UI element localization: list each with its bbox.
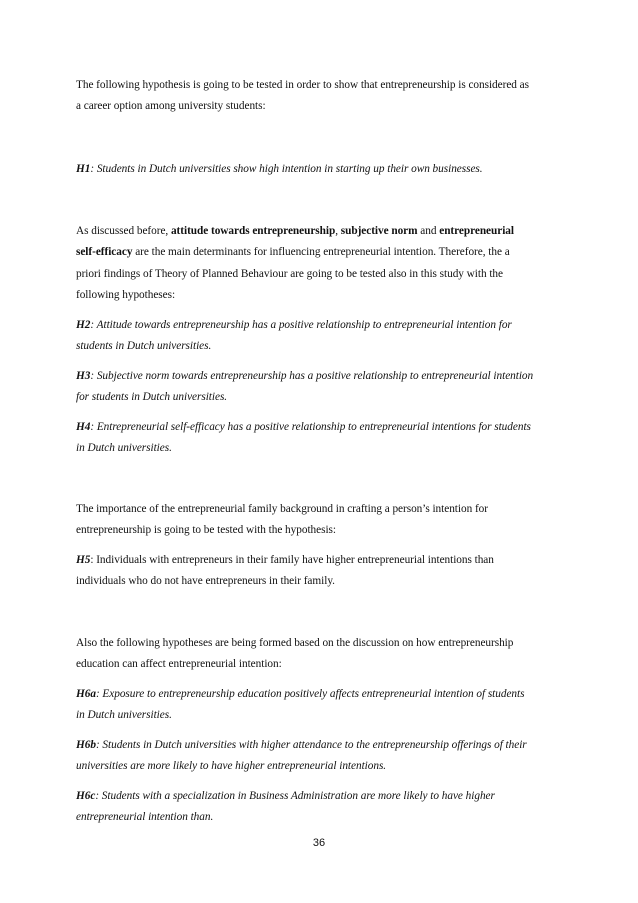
tpb-text: are the main determinants for influencing entrepreneurial intention. Therefore, the a: [132, 246, 510, 258]
term-entrepreneurial: entrepreneurial: [439, 225, 514, 237]
hypothesis-label: H3: [76, 370, 91, 382]
hypothesis-text: : Students in Dutch universities show high intention in starting up their own businesses.: [90, 163, 483, 175]
hypothesis-label: H6b: [76, 739, 96, 751]
hypothesis-h6b-line-2: universities are more likely to have higher entrepreneurial intentions.: [76, 760, 387, 772]
tpb-line-1: [76, 224, 514, 238]
tpb-line-4: following hypotheses:: [76, 289, 176, 301]
hypothesis-h5-line-1: [76, 553, 494, 567]
hypothesis-label: H1: [76, 163, 91, 175]
hypothesis-text: : Entrepreneurial self-efficacy has a positive relationship to entrepreneurial intentions for students: [90, 421, 531, 433]
term-attitude: attitude towards entrepreneurship: [170, 225, 336, 237]
intro-line-2: a career option among university students:: [76, 100, 266, 112]
hypothesis-label: H2: [76, 319, 91, 331]
hypothesis-h6c-line-2: entrepreneurial intention than.: [76, 811, 214, 823]
hypothesis-h6a-line-1: [76, 687, 524, 701]
hypothesis-h5-line-2: individuals who do not have entrepreneurs in their family.: [76, 575, 335, 587]
term-self-efficacy: self-efficacy: [76, 246, 133, 258]
page-number: 36: [312, 837, 326, 849]
tpb-text: As discussed before,: [76, 225, 171, 237]
hypothesis-h4-line-2: in Dutch universities.: [76, 442, 172, 454]
hypothesis-h3-line-1: [76, 369, 533, 383]
hypothesis-h1: [76, 162, 483, 176]
tpb-line-3: priori findings of Theory of Planned Behaviour are going to be tested also in this study with the: [76, 268, 503, 280]
intro-line-1: The following hypothesis is going to be tested in order to show that entrepreneurship is considered as: [76, 79, 529, 91]
tpb-line-2: [76, 245, 510, 259]
tpb-text: and: [417, 225, 440, 237]
hypothesis-text: : Exposure to entrepreneurship education positively affects entrepreneurial intention of students: [95, 688, 525, 700]
hypothesis-label: H6c: [76, 790, 96, 802]
education-line-2: education can affect entrepreneurial intention:: [76, 658, 282, 670]
hypothesis-h3-line-2: for students in Dutch universities.: [76, 391, 228, 403]
hypothesis-text: : Subjective norm towards entrepreneurship has a positive relationship to entrepreneurial intention: [90, 370, 534, 382]
hypothesis-h2-line-2: students in Dutch universities.: [76, 340, 212, 352]
hypothesis-h6a-line-2: in Dutch universities.: [76, 709, 172, 721]
hypothesis-text: : Individuals with entrepreneurs in their family have higher entrepreneurial intentions than: [90, 554, 494, 566]
family-line-1: The importance of the entrepreneurial family background in crafting a person’s intention for: [76, 503, 488, 515]
family-line-2: entrepreneurship is going to be tested with the hypothesis:: [76, 524, 336, 536]
hypothesis-text: : Students with a specialization in Business Administration are more likely to have higher: [95, 790, 495, 802]
hypothesis-h6b-line-1: [76, 738, 527, 752]
tpb-text: ,: [335, 225, 341, 237]
hypothesis-label: H5: [76, 554, 91, 566]
education-line-1: Also the following hypotheses are being formed based on the discussion on how entrepreneurship: [76, 637, 514, 649]
hypothesis-h2-line-1: [76, 318, 512, 332]
hypothesis-text: : Students in Dutch universities with higher attendance to the entrepreneurship offerings of their: [95, 739, 527, 751]
hypothesis-h6c-line-1: [76, 789, 495, 803]
term-subjective-norm: subjective norm: [340, 225, 418, 237]
hypothesis-text: : Attitude towards entrepreneurship has a positive relationship to entrepreneurial intention for: [90, 319, 512, 331]
hypothesis-label: H4: [76, 421, 91, 433]
hypothesis-h4-line-1: [76, 420, 531, 434]
hypothesis-label: H6a: [76, 688, 96, 700]
